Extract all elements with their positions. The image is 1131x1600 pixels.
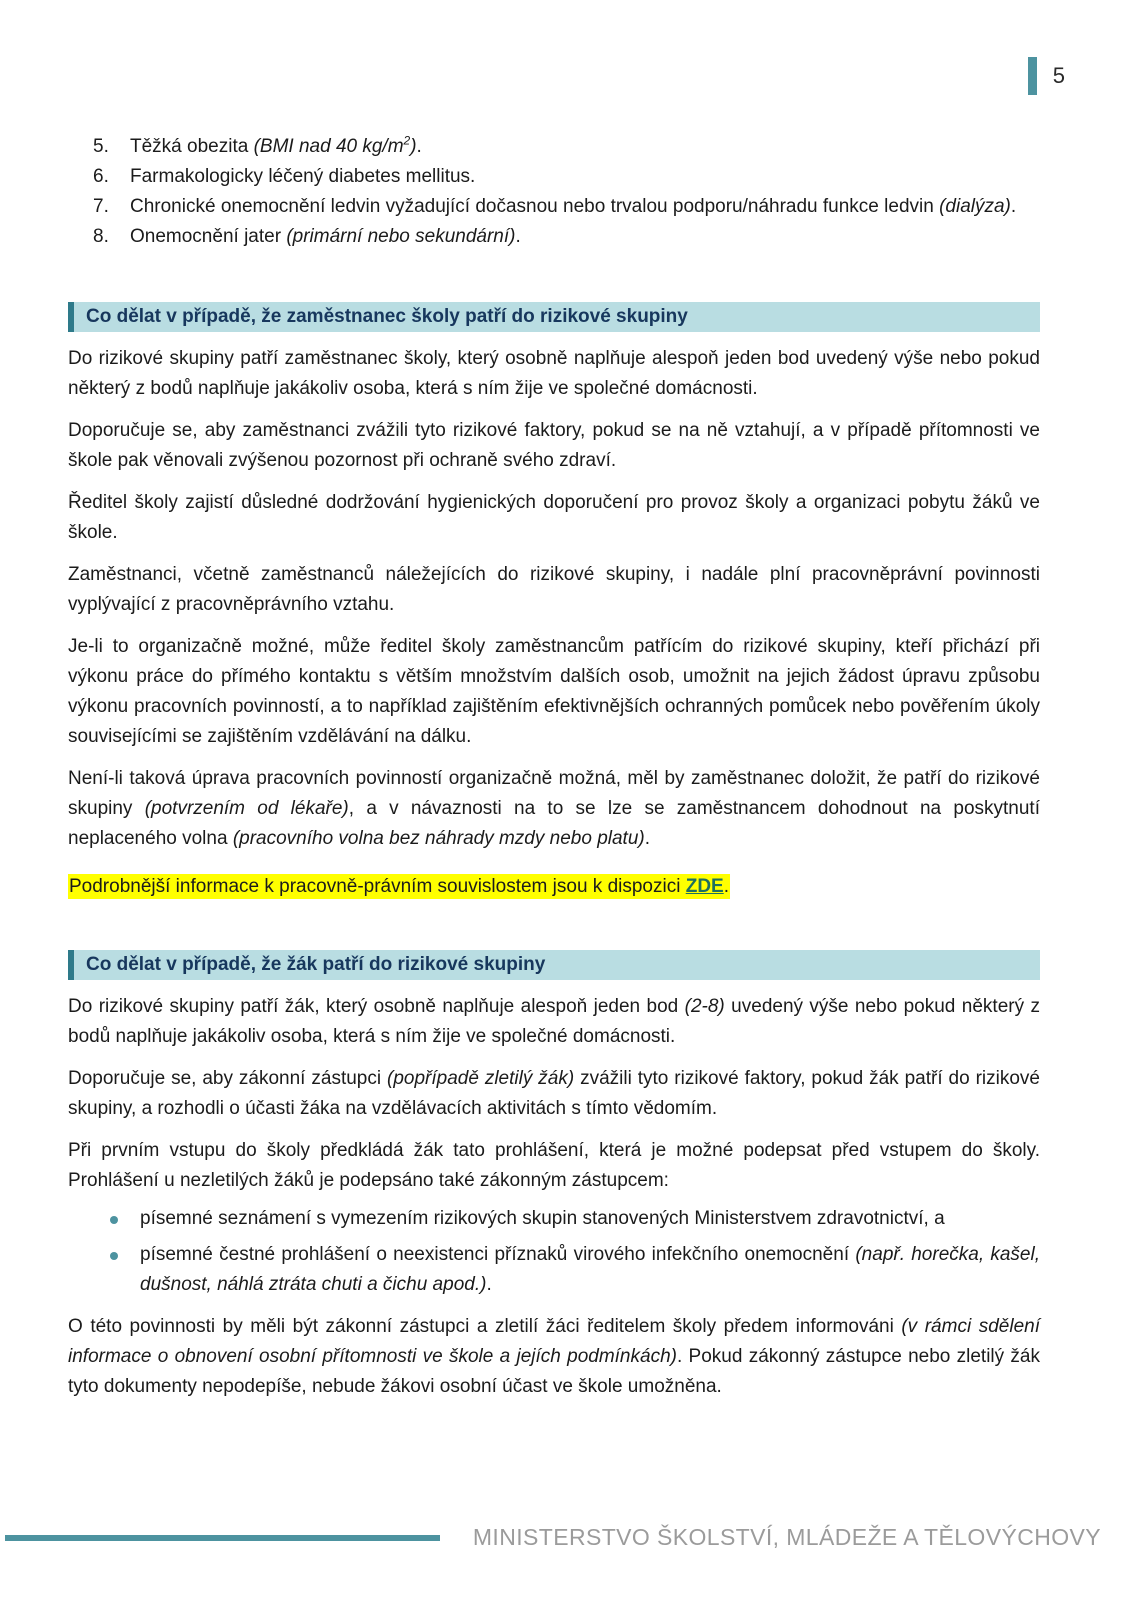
page-number: 5 bbox=[1052, 63, 1065, 88]
list-item-number: 8. bbox=[93, 226, 109, 247]
bullet-item-2: písemné čestné prohlášení o neexistenci příznaků virového infekčního onemocnění (např. horečka, kašel, dušnost, náhlá ztráta chuti a čichu apod.). bbox=[68, 1240, 1040, 1300]
paragraph-pupil-3: Při prvním vstupu do školy předkládá žák tato prohlášení, která je možné podepsat před vstupem do školy. Prohlášení u nezletilých žáků je podepsáno také zákonným zástupcem: bbox=[68, 1140, 1040, 1191]
paragraph-employee-5: Je-li to organizačně možné, může ředitel školy zaměstnancům patřícím do rizikové skupiny, kteří přichází při výkonu práce do přímého kontaktu s větším množstvím dalších osob, umožnit na jejich žádost úpravu způsobu výkonu pracovních povinností, a to například zajištěním efektivnějších ochranných pomůcek nebo pověřením úkoly souvisejícími se zajištěním vzdělávání na dálku. bbox=[68, 636, 1040, 747]
list-item-8 bbox=[68, 222, 1040, 252]
paragraph-employee-4: Zaměstnanci, včetně zaměstnanců náležejících do rizikové skupiny, i nadále plní pracovněprávní povinnosti vyplývající z pracovněprávního vztahu. bbox=[68, 564, 1040, 615]
paragraph-pupil-closing: O této povinnosti by měli být zákonní zástupci a zletilí žáci ředitelem školy předem informováni (v rámci sdělení informace o obnovení osobní přítomnosti ve škole a jejích podmínkách). Pokud zákonný zástupce nebo zletilý žák tyto dokumenty nepodepíše, nebude žákovi osobní účast ve škole umožněna. bbox=[68, 1316, 1041, 1397]
footer-ministry-label: MINISTERSTVO ŠKOLSTVÍ, MLÁDEŽE A TĚLOVÝCHOVY bbox=[472, 1524, 1101, 1550]
list-item-6 bbox=[68, 162, 1040, 192]
list-item-text: Těžká obezita (BMI nad 40 $kg/m^2$). bbox=[130, 133, 422, 157]
footer-accent-rule bbox=[5, 1535, 440, 1541]
section-header-pupil-label: Co dělat v případě, že žák patří do rizikové skupiny bbox=[86, 954, 546, 975]
section-header-employee bbox=[68, 302, 1040, 332]
paragraph-employee-3: Ředitel školy zajistí důsledné dodržování hygienických doporučení pro provoz školy a organizaci pobytu žáků ve škole. bbox=[68, 492, 1040, 543]
list-item-7 bbox=[68, 192, 1040, 222]
page-header bbox=[1028, 57, 1065, 95]
list-item-text: Chronické onemocnění ledvin vyžadující dočasnou nebo trvalou podporu/náhradu funkce ledvin (dialýza). bbox=[130, 196, 1017, 217]
section-header-pupil bbox=[68, 950, 1040, 980]
zde-link[interactable]: ZDE bbox=[685, 876, 724, 897]
list-item-text: Farmakologicky léčený diabetes mellitus. bbox=[130, 166, 476, 187]
list-item-5 bbox=[68, 132, 1040, 162]
paragraph-pupil-1: Do rizikové skupiny patří žák, který osobně naplňuje alespoň jeden bod (2-8) uvedený výše nebo pokud některý z bodů naplňuje jakákoliv osoba, která s ním žije ve společné domácnosti. bbox=[68, 996, 1040, 1047]
highlighted-text: Podrobnější informace k pracovně-právním souvislostem jsou k dispozici ZDE. bbox=[69, 876, 729, 897]
list-item-number: 7. bbox=[93, 196, 109, 217]
paragraph-employee-1: Do rizikové skupiny patří zaměstnanec školy, který osobně naplňuje alespoň jeden bod uvedený výše nebo pokud některý z bodů naplňuje jakákoliv osoba, která s ním žije ve společné domácnosti. bbox=[68, 348, 1040, 399]
page-footer bbox=[0, 1524, 1131, 1551]
paragraph-employee-6: Není-li taková úprava pracovních povinností organizačně možná, měl by zaměstnanec doložit, že patří do rizikové skupiny (potvrzením od lékaře), a v návaznosti na to se lze se zaměstnancem dohodnout na poskytnutí neplaceného volna (pracovního volna bez náhrady mzdy nebo platu). bbox=[68, 768, 1040, 849]
info-highlight-line bbox=[68, 872, 1040, 902]
paragraph-pupil-2: Doporučuje se, aby zákonní zástupci (popřípadě zletilý žák) zvážili tyto rizikové faktory, pokud žák patří do rizikové skupiny, a rozhodli o účasti žáka na vzdělávacích aktivitách s tímto vědomím. bbox=[68, 1068, 1040, 1119]
list-item-text: Onemocnění jater (primární nebo sekundární). bbox=[130, 226, 521, 247]
list-item-number: 5. bbox=[93, 136, 109, 157]
declarations-bullet-list bbox=[68, 1204, 1040, 1300]
section-header-employee-label: Co dělat v případě, že zaměstnanec školy patří do rizikové skupiny bbox=[86, 306, 688, 327]
paragraph-employee-2: Doporučuje se, aby zaměstnanci zvážili tyto rizikové faktory, pokud se na ně vztahují, a v případě přítomnosti ve škole pak věnovali zvýšenou pozornost při ochraně svého zdraví. bbox=[68, 420, 1040, 471]
bullet-item-1: písemné seznámení s vymezením rizikových skupin stanovených Ministerstvem zdravotnictví, a bbox=[68, 1204, 1040, 1234]
page-number-accent-bar bbox=[1028, 57, 1037, 95]
list-item-number: 6. bbox=[93, 166, 109, 187]
risk-factors-list bbox=[68, 132, 1040, 252]
